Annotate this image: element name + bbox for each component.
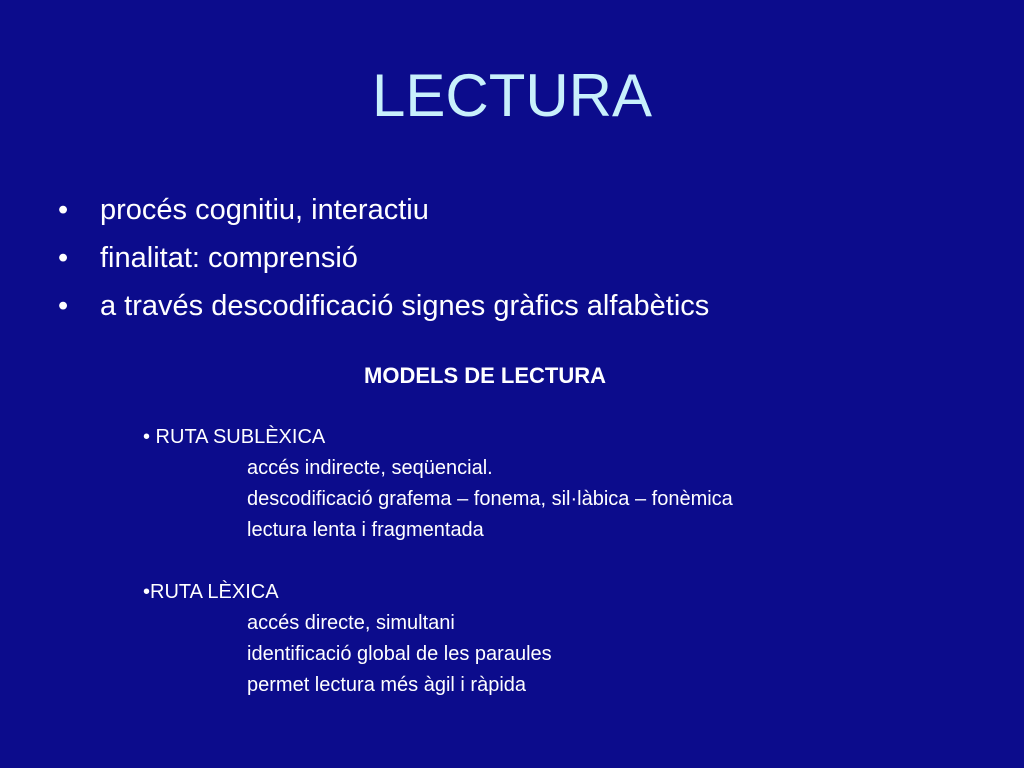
bullet-text: procés cognitiu, interactiu: [100, 194, 429, 226]
route-title: •RUTA LÈXICA: [143, 581, 279, 603]
route-title: • RUTA SUBLÈXICA: [143, 426, 326, 448]
slide-title: LECTURA: [371, 62, 653, 129]
bullet-dot: •: [58, 194, 69, 226]
route-line: identificació global de les paraules: [247, 643, 552, 665]
route-line: accés indirecte, seqüencial.: [247, 457, 493, 479]
bullet-text: finalitat: comprensió: [100, 242, 358, 274]
bullet-item: [58, 234, 709, 282]
route-lexical: [143, 577, 552, 701]
route-sublexical: [143, 422, 733, 546]
bullet-dot: •: [58, 290, 69, 322]
route-line: permet lectura més àgil i ràpida: [247, 674, 527, 696]
route-line: descodificació grafema – fonema, sil·làbica – fonèmica: [247, 488, 733, 510]
models-heading: MODELS DE LECTURA: [364, 363, 606, 388]
bullet-list: [58, 186, 709, 330]
route-line: accés directe, simultani: [247, 612, 455, 634]
bullet-dot: •: [58, 242, 69, 274]
route-line: lectura lenta i fragmentada: [247, 519, 484, 541]
bullet-item: [58, 186, 709, 234]
bullet-text: a través descodificació signes gràfics alfabètics: [100, 290, 710, 322]
bullet-item: [58, 282, 709, 330]
